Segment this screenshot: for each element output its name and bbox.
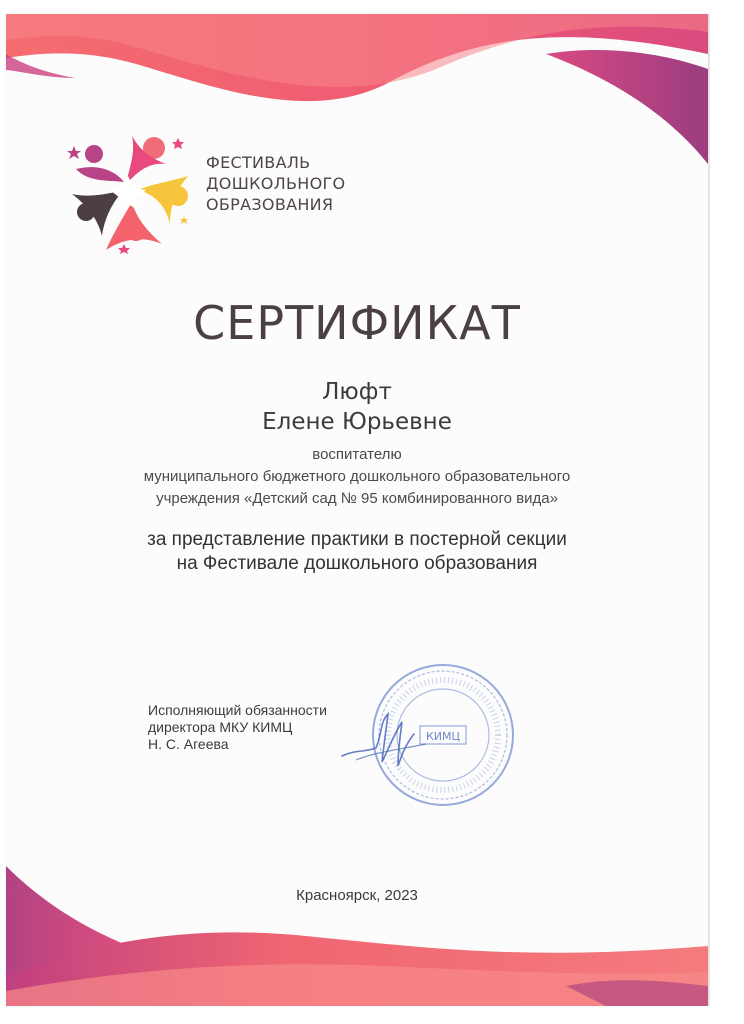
certificate-title: СЕРТИФИКАТ bbox=[193, 296, 521, 350]
recipient-name-block bbox=[6, 377, 708, 437]
handwritten-signature bbox=[336, 704, 456, 774]
recipient-role-block bbox=[6, 444, 708, 510]
logo-line-3: ОБРАЗОВАНИЯ bbox=[206, 195, 334, 214]
recipient-role: воспитателю bbox=[312, 446, 402, 463]
award-reason-block bbox=[6, 528, 708, 576]
reason-line-1: за представление практики в постерной секции bbox=[147, 529, 567, 550]
logo-line-2: ДОШКОЛЬНОГО bbox=[206, 174, 346, 193]
page-edge-shadow bbox=[708, 14, 710, 1006]
festival-logo-icon bbox=[66, 124, 196, 254]
recipient-given-names: Елене Юрьевне bbox=[262, 409, 452, 435]
recipient-surname: Люфт bbox=[322, 379, 392, 405]
festival-logo-text bbox=[206, 152, 345, 215]
signatory-line-2: директора МКУ КИМЦ bbox=[148, 719, 293, 735]
city-year: Красноярск, 2023 bbox=[296, 887, 418, 904]
signatory-line-1: Исполняющий обязанности bbox=[148, 702, 327, 718]
certificate-sheet bbox=[6, 14, 708, 1006]
organization-line-1: муниципального бюджетного дошкольного образовательного bbox=[143, 468, 571, 485]
signatory-block bbox=[148, 702, 327, 753]
signatory-line-3: Н. С. Агеева bbox=[148, 736, 229, 752]
organization-line-2: учреждения «Детский сад № 95 комбинированного вида» bbox=[156, 490, 558, 507]
logo-line-1: ФЕСТИВАЛЬ bbox=[206, 153, 311, 172]
reason-line-2: на Фестивале дошкольного образования bbox=[176, 553, 538, 574]
stamp-center-text: КИМЦ bbox=[425, 730, 461, 743]
